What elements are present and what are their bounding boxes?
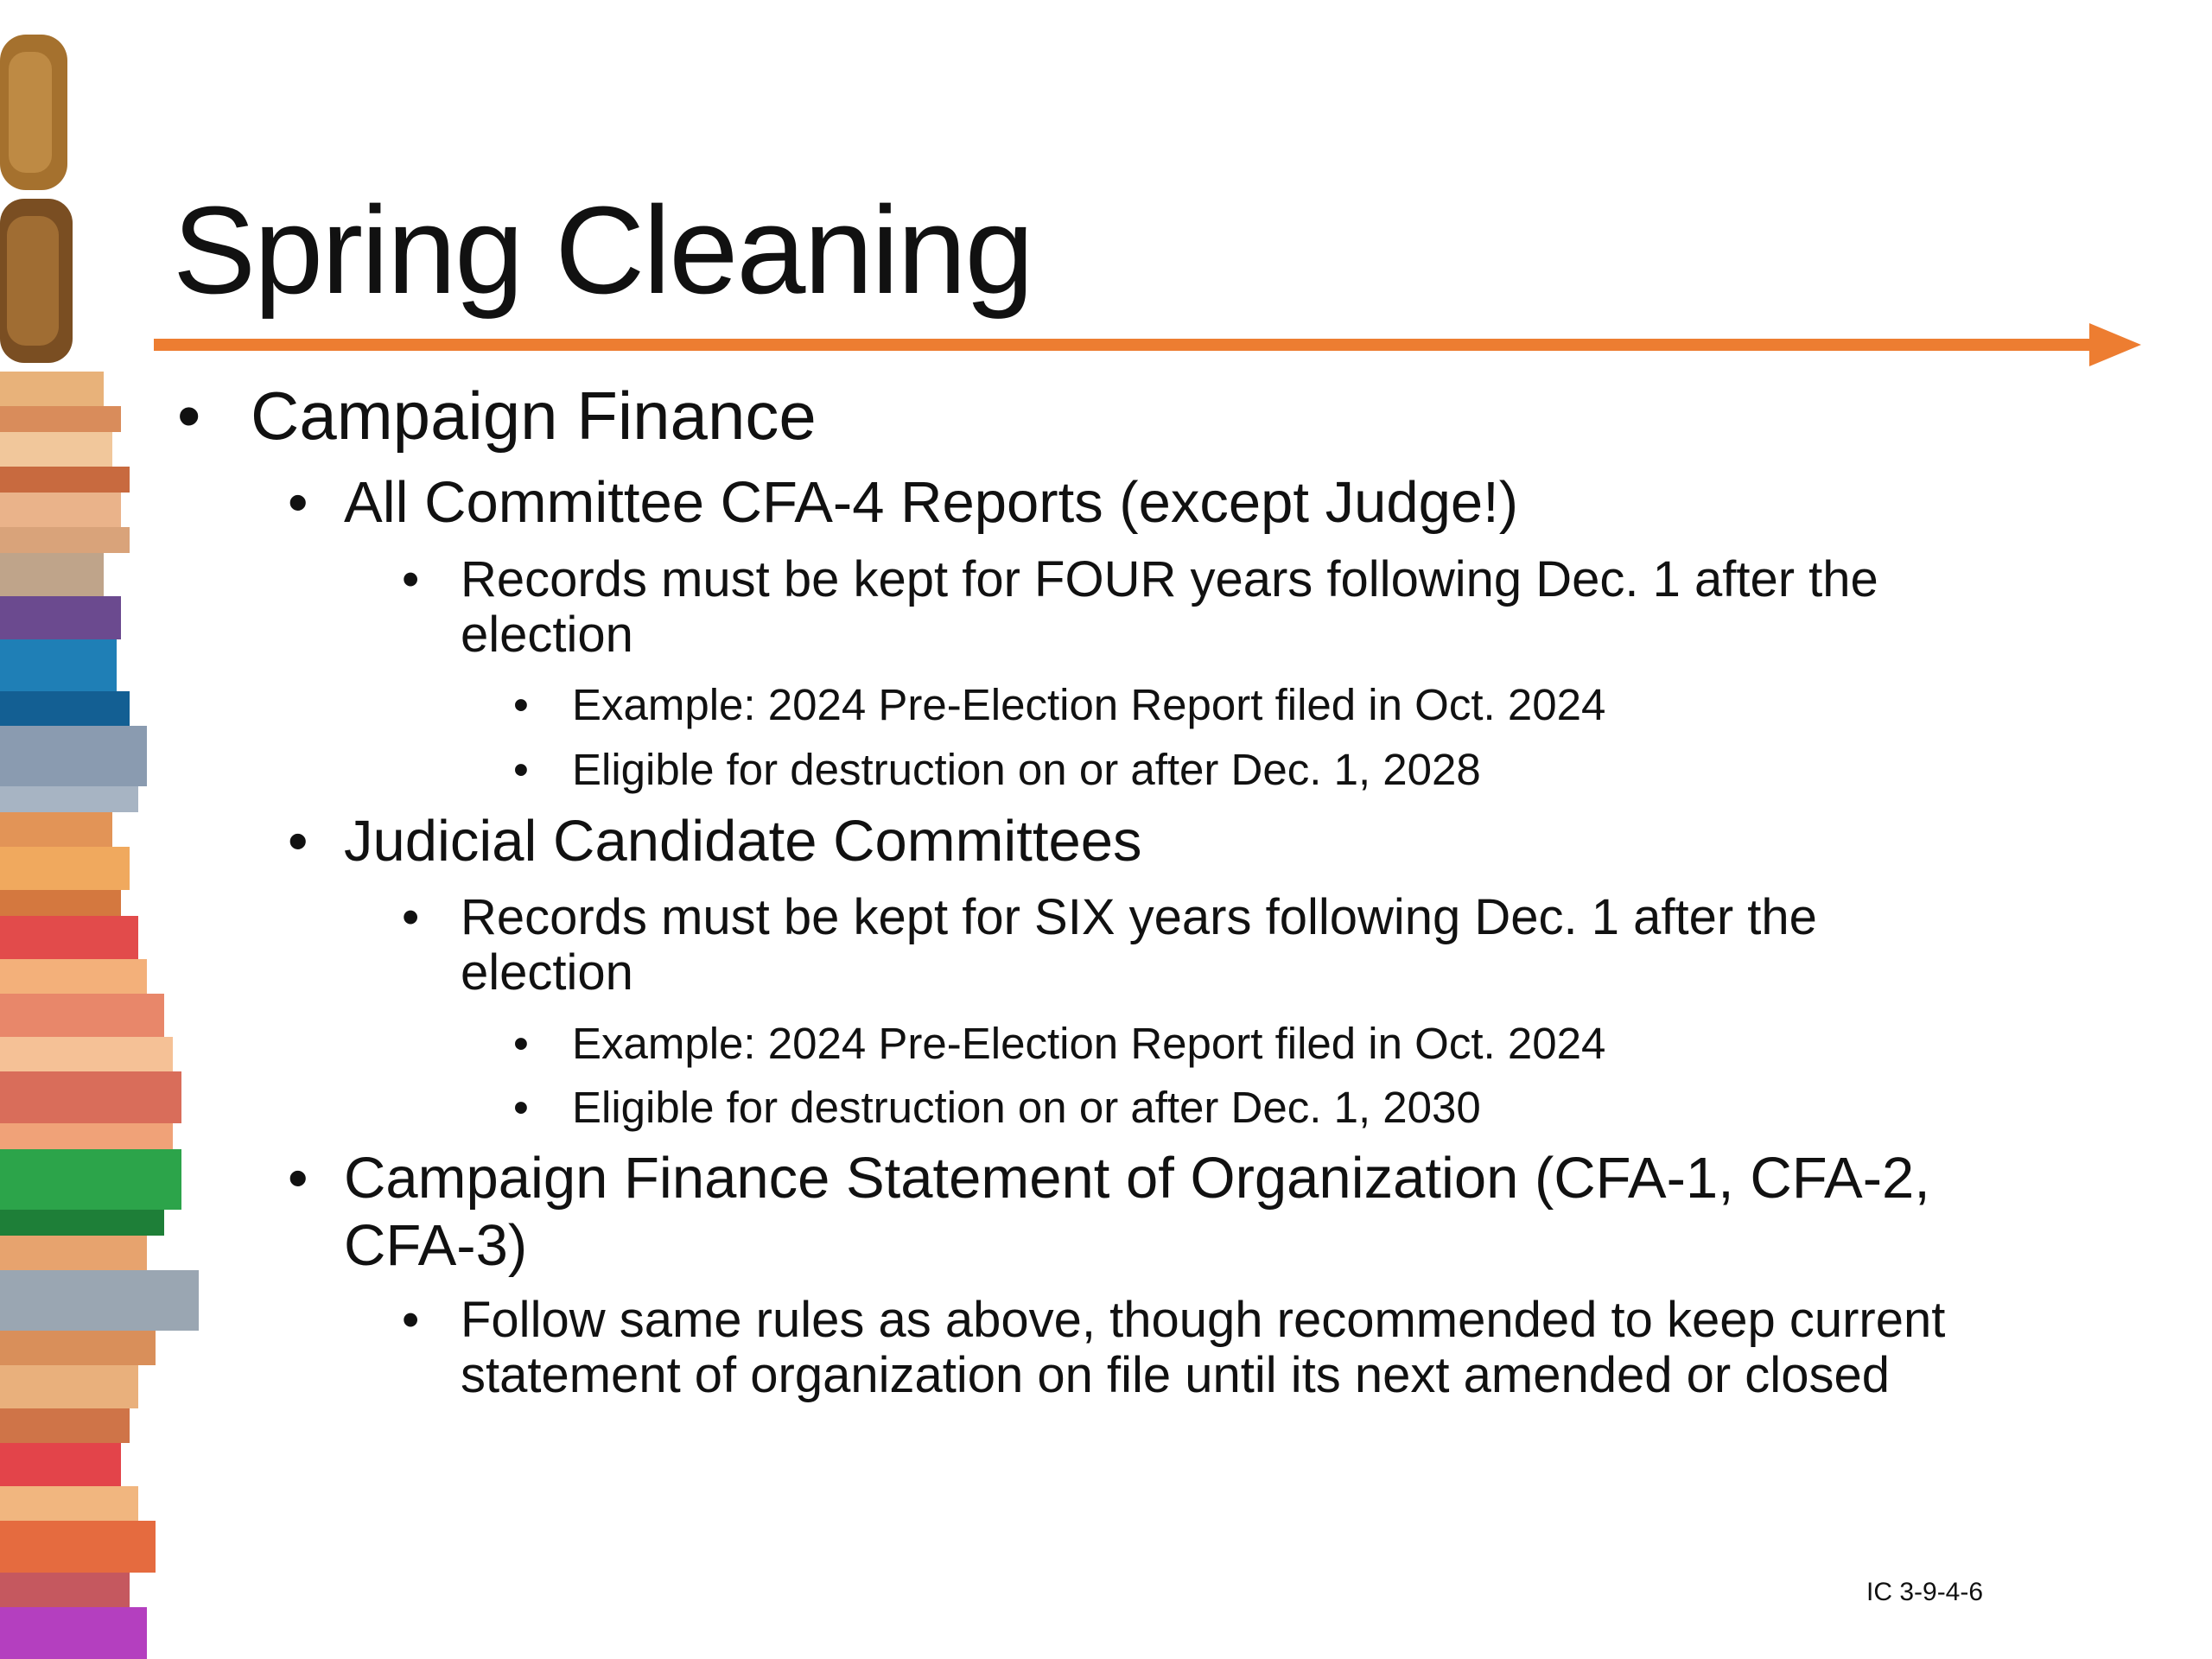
outline-label-line1: Records must be kept for FOUR years following Dec. 1 after the: [461, 551, 1878, 607]
bullet-icon: •: [513, 745, 529, 794]
outline-item-cfa4: [288, 469, 1518, 537]
bullet-icon: •: [402, 889, 420, 945]
outline-item-judicial: [288, 808, 1142, 875]
bullet-icon: •: [288, 809, 308, 874]
outline-item-campaign-finance: [177, 374, 817, 457]
bullet-icon: •: [288, 470, 308, 535]
outline-item-cfa4-rule: [402, 552, 1878, 663]
outline-label-line2: CFA-3): [344, 1213, 528, 1278]
bullet-icon: •: [513, 1083, 529, 1132]
slide-title: Spring Cleaning: [173, 181, 1033, 320]
outline-label: Eligible for destruction on or after Dec. 1, 2028: [572, 745, 1481, 794]
bullet-icon: •: [513, 1019, 529, 1068]
bullet-icon: •: [402, 1292, 420, 1348]
outline-label: Judicial Candidate Committees: [344, 809, 1142, 874]
outline-label: Campaign Finance: [251, 378, 817, 454]
outline-item-judicial-example: [513, 1018, 1605, 1070]
outline-label-line1: Follow same rules as above, though recommended to keep current: [461, 1292, 1946, 1348]
outline-item-statement-note: [402, 1293, 1945, 1403]
outline-item-judicial-rule: [402, 890, 1817, 1001]
outline-item-cfa4-eligible: [513, 744, 1481, 796]
bullet-icon: •: [513, 680, 529, 729]
outline-label: Eligible for destruction on or after Dec. 1, 2030: [572, 1083, 1481, 1132]
outline-label-line2: election: [461, 944, 633, 1001]
bullet-icon: •: [288, 1146, 308, 1211]
outline-item-statement: [288, 1145, 1930, 1280]
outline-label-line2: statement of organization on file until its next amended or closed: [461, 1347, 1890, 1403]
outline-label-line2: election: [461, 607, 633, 663]
statute-citation: IC 3-9-4-6: [1866, 1578, 1984, 1606]
bullet-icon: •: [177, 378, 201, 454]
outline-label: All Committee CFA-4 Reports (except Judge!): [344, 470, 1519, 535]
bullet-icon: •: [402, 551, 420, 607]
outline-item-cfa4-example: [513, 679, 1605, 731]
outline-label-line1: Records must be kept for SIX years following Dec. 1 after the: [461, 889, 1817, 945]
outline-label: Example: 2024 Pre-Election Report filed in Oct. 2024: [572, 1019, 1606, 1068]
outline-label-line1: Campaign Finance Statement of Organization (CFA-1, CFA-2,: [344, 1146, 1930, 1211]
outline-label: Example: 2024 Pre-Election Report filed in Oct. 2024: [572, 680, 1606, 729]
outline-item-judicial-eligible: [513, 1082, 1481, 1134]
